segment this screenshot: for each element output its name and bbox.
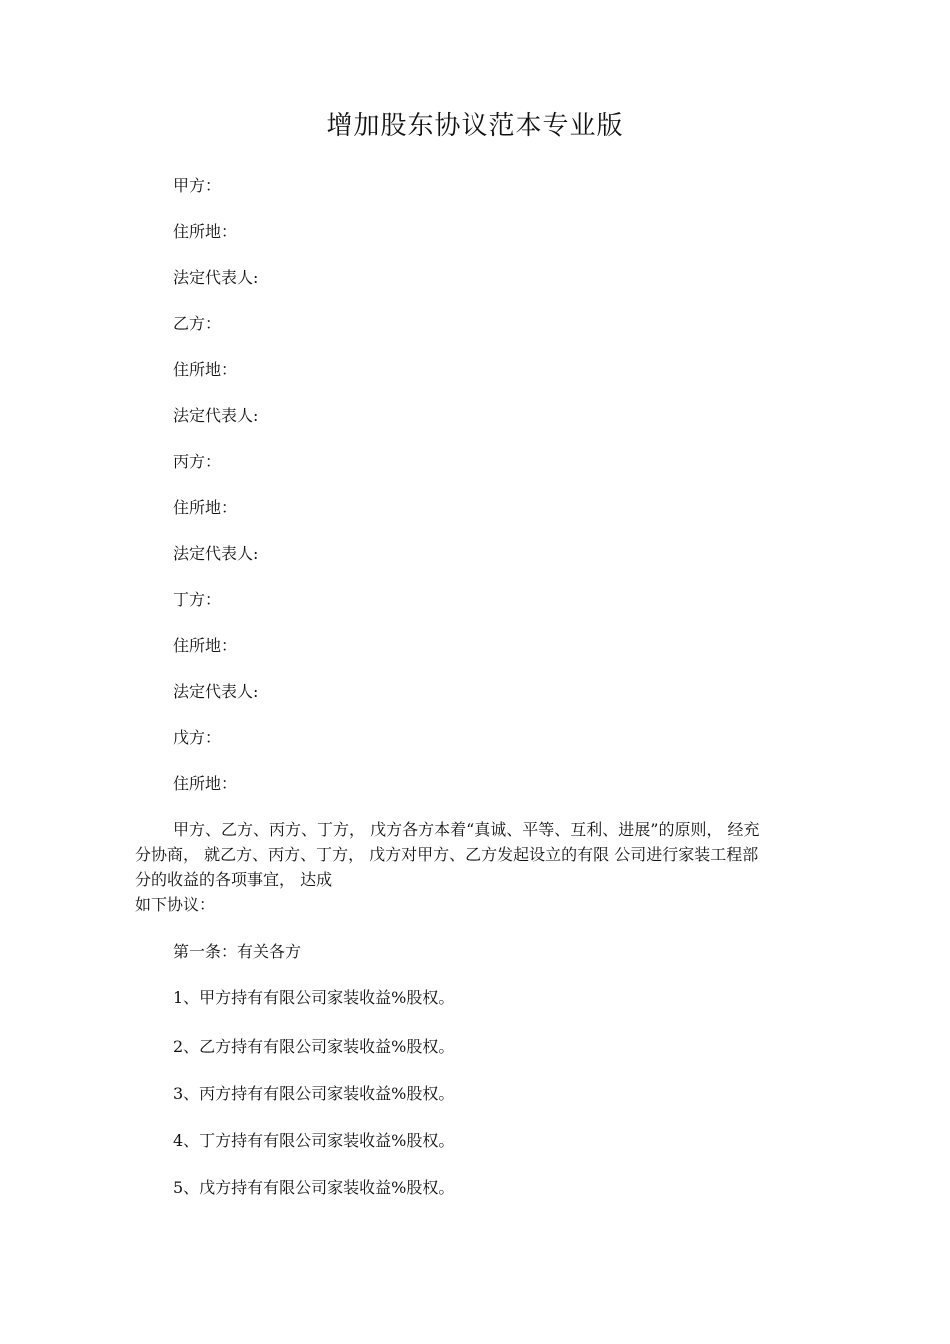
party-e-address-label: 住所地： (173, 774, 238, 793)
preamble-line: 分协商， 就乙方、丙方、丁方， 戊方对甲方、乙方发起设立的有限 公司进行家装工程部 (135, 845, 759, 864)
party-a-representative-label: 法定代表人: (173, 268, 259, 287)
article-1-item: 1、甲方持有有限公司家装收益%股权。 (173, 988, 455, 1007)
article-1-item: 4、丁方持有有限公司家装收益%股权。 (173, 1131, 455, 1150)
party-a-address-label: 住所地： (173, 222, 238, 241)
party-c-label: 丙方： (173, 452, 222, 471)
party-c-representative-label: 法定代表人: (173, 544, 259, 563)
article-1-item: 2、乙方持有有限公司家装收益%股权。 (173, 1037, 455, 1056)
preamble-paragraph (135, 817, 825, 917)
party-d-address-label: 住所地： (173, 636, 238, 655)
article-1-heading: 第一条：有关各方 (173, 942, 302, 961)
article-1-item: 5、戊方持有有限公司家装收益%股权。 (173, 1178, 455, 1197)
party-d-label: 丁方： (173, 590, 222, 609)
party-b-address-label: 住所地： (173, 360, 238, 379)
preamble-line: 甲方、乙方、丙方、丁方， 戊方各方本着“真诚、平等、互利、进展”的原则， 经充 (173, 820, 760, 839)
party-d-representative-label: 法定代表人: (173, 682, 259, 701)
article-1-item: 3、丙方持有有限公司家装收益%股权。 (173, 1084, 455, 1103)
preamble-line: 分的收益的各项事宜， 达成 (135, 870, 333, 889)
party-a-label: 甲方： (173, 176, 222, 195)
party-b-representative-label: 法定代表人: (173, 406, 259, 425)
document-title: 增加股东协议范本专业版 (326, 111, 624, 141)
party-b-label: 乙方： (173, 314, 222, 333)
party-c-address-label: 住所地： (173, 498, 238, 517)
party-e-label: 戊方： (173, 728, 222, 747)
preamble-line: 如下协议： (135, 895, 216, 914)
